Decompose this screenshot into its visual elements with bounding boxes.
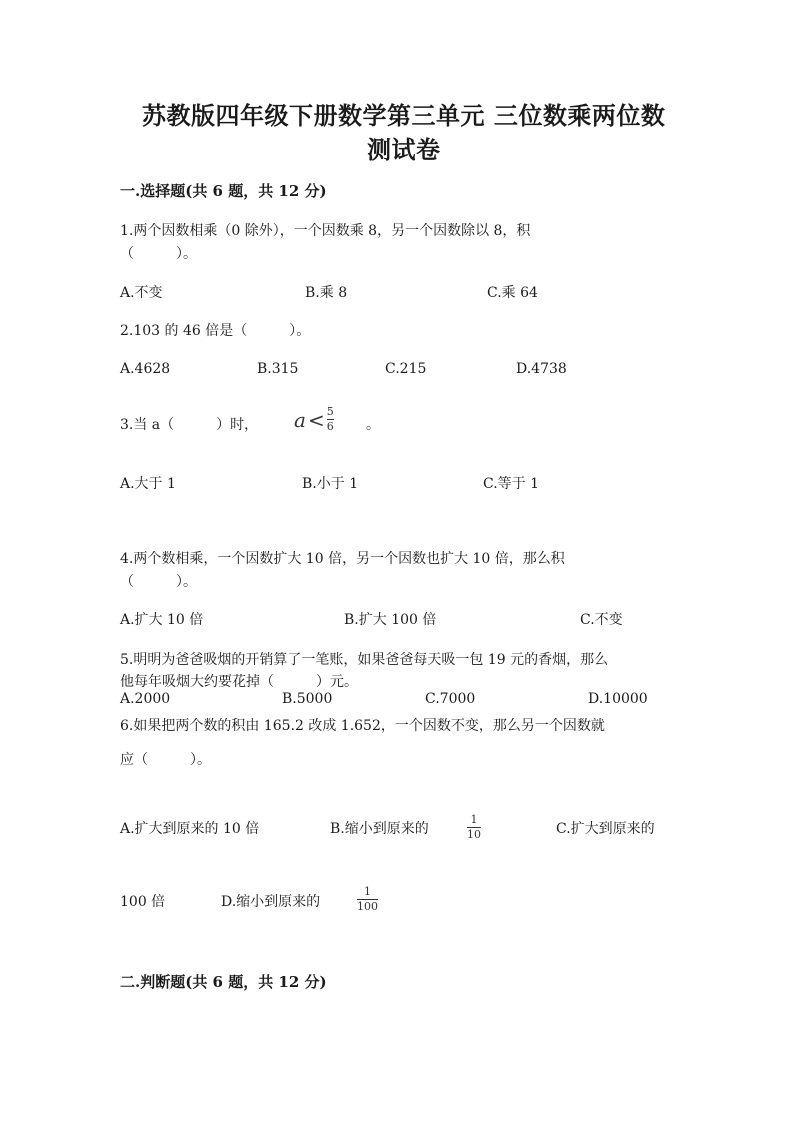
question-1-option-c[interactable]: C.乘 64: [487, 285, 538, 301]
question-1-line1: 1.两个因数相乘（0 除外），一个因数乘 8，另一个因数除以 8，积: [120, 223, 531, 239]
fraction-denominator: 10: [467, 828, 481, 841]
page-title-line2: 测试卷: [367, 135, 441, 164]
fraction-numerator: 1: [364, 885, 371, 898]
question-6-option-c[interactable]: C.扩大到原来的: [556, 821, 655, 837]
question-5-line1: 5.明明为爸爸吸烟的开销算了一笔账，如果爸爸每天吸一包 19 元的香烟，那么: [120, 652, 609, 668]
question-2-text: 2.103 的 46 倍是（ ）。: [120, 323, 311, 339]
question-4-option-a[interactable]: A.扩大 10 倍: [120, 612, 204, 628]
question-5-option-c[interactable]: C.7000: [425, 691, 476, 707]
question-3-option-b[interactable]: B.小于 1: [302, 476, 359, 492]
question-6-option-a[interactable]: A.扩大到原来的 10 倍: [120, 821, 260, 837]
question-1-line2: （ ）。: [120, 246, 197, 262]
section-heading-choice: 一.选择题(共 6 题，共 12 分): [120, 182, 327, 200]
question-4-line1: 4.两个数相乘，一个因数扩大 10 倍，另一个因数也扩大 10 倍，那么积: [120, 551, 565, 567]
question-1-option-a[interactable]: A.不变: [120, 285, 163, 301]
fraction-numerator: 1: [470, 813, 478, 826]
question-2-option-a[interactable]: A.4628: [120, 361, 171, 377]
question-3-option-a[interactable]: A.大于 1: [120, 476, 176, 492]
fraction-denominator: 6: [326, 420, 334, 433]
fraction-1-10: [467, 814, 481, 841]
question-3-math-expression: [294, 406, 334, 433]
question-5-option-a[interactable]: A.2000: [120, 691, 171, 707]
math-less-than: <: [307, 407, 325, 432]
question-6-option-c-continued: 100 倍: [120, 894, 166, 910]
question-2-option-d[interactable]: D.4738: [516, 361, 567, 377]
question-2-option-b[interactable]: B.315: [257, 361, 299, 377]
question-6-option-b[interactable]: B.缩小到原来的: [330, 821, 429, 837]
question-5-line2: 他每年吸烟大约要花掉（ ）元。: [120, 674, 358, 690]
question-3-end: 。: [366, 417, 380, 433]
question-3-option-c[interactable]: C.等于 1: [483, 476, 540, 492]
fraction-numerator: 5: [326, 405, 334, 418]
fraction-1-100: [357, 886, 378, 913]
question-6-line1: 6.如果把两个数的积由 165.2 改成 1.652，一个因数不变，那么另一个因数就: [120, 718, 605, 734]
question-4-line2: （ ）。: [120, 574, 197, 590]
question-2-option-c[interactable]: C.215: [385, 361, 427, 377]
question-6-option-d[interactable]: D.缩小到原来的: [221, 894, 321, 910]
fraction-denominator: 100: [357, 900, 378, 913]
page-title-line1: 苏教版四年级下册数学第三单元 三位数乘两位数: [142, 101, 666, 130]
section-heading-judgment: 二.判断题(共 6 题，共 12 分): [120, 973, 327, 991]
question-1-option-b[interactable]: B.乘 8: [305, 285, 348, 301]
question-5-option-d[interactable]: D.10000: [588, 691, 648, 707]
question-4-option-b[interactable]: B.扩大 100 倍: [344, 612, 437, 628]
question-5-option-b[interactable]: B.5000: [282, 691, 333, 707]
question-6-line2: 应（ ）。: [120, 752, 211, 768]
math-variable-a: a: [294, 407, 306, 432]
fraction-5-6: [327, 406, 334, 433]
question-4-option-c[interactable]: C.不变: [580, 612, 623, 628]
question-3-text: 3.当 a（ ）时，: [120, 417, 259, 433]
